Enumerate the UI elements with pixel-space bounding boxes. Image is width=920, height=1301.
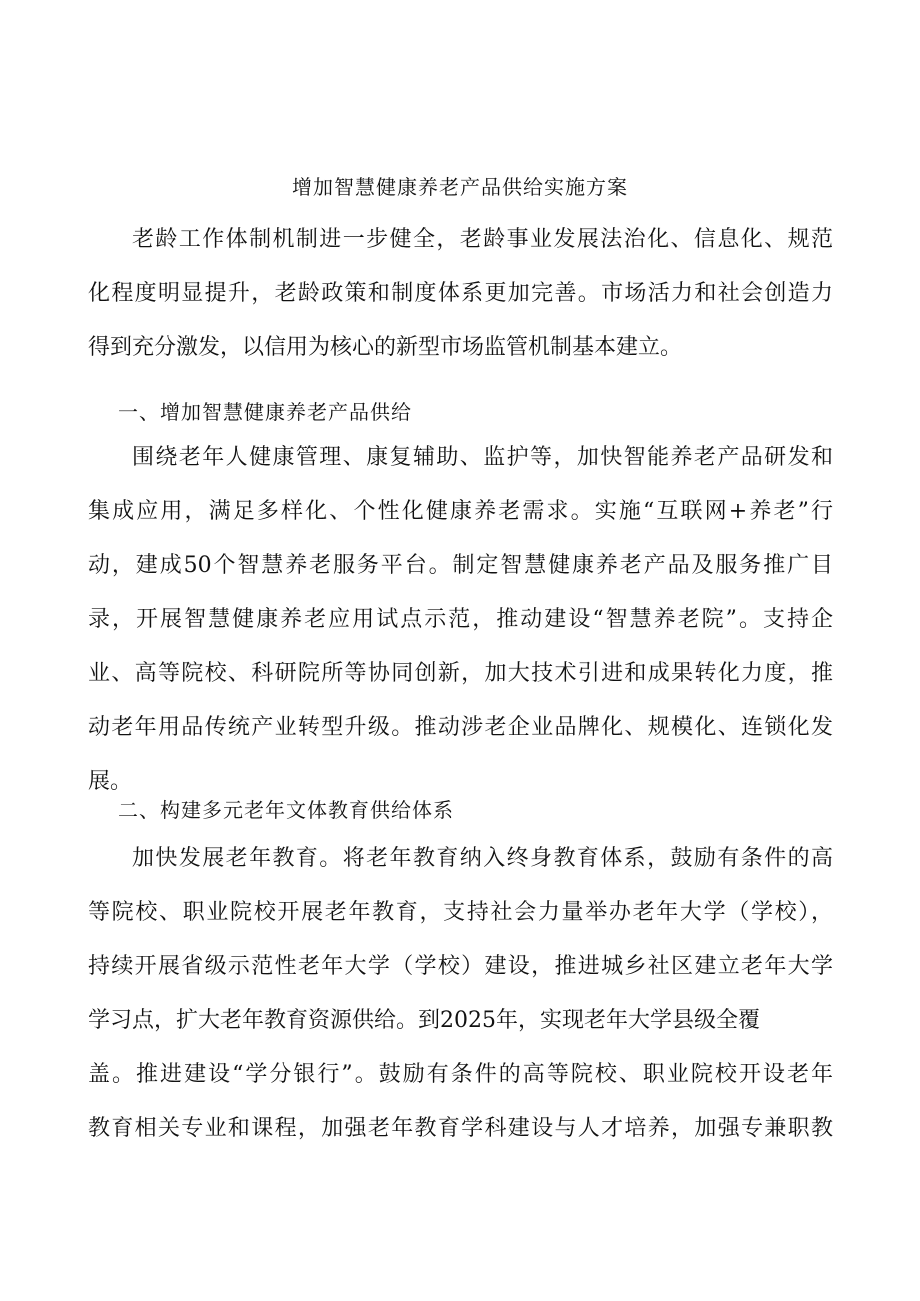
paragraph-line: 动，建成50个智慧养老服务平台。制定智慧健康养老产品及服务推广目: [88, 553, 833, 578]
paragraph-line: 持续开展省级示范性老年大学（学校）建设，推进城乡社区建立老年大学: [88, 954, 833, 979]
paragraph-line: 录，开展智慧健康养老应用试点示范，推动建设“智慧养老院”。支持企: [88, 607, 833, 632]
document-title: 增加智慧健康养老产品供给实施方案: [292, 175, 628, 199]
paragraph-line: 围绕老年人健康管理、康复辅助、监护等，加快智能养老产品研发和: [132, 445, 833, 470]
section-2-paragraph: [88, 832, 833, 1156]
paragraph-line: 得到充分激发，以信用为核心的新型市场监管机制基本建立。: [88, 335, 683, 360]
paragraph-line: 化程度明显提升，老龄政策和制度体系更加完善。市场活力和社会创造力: [88, 281, 833, 306]
paragraph-line: 等院校、职业院校开展老年教育，支持社会力量举办老年大学（学校），: [88, 900, 833, 925]
paragraph-line: 教育相关专业和课程，加强老年教育学科建设与人才培养，加强专兼职教: [88, 1116, 833, 1141]
paragraph-line: 集成应用，满足多样化、个性化健康养老需求。实施“互联网+养老”行: [88, 499, 833, 524]
section-2-heading: 二、构建多元老年文体教育供给体系: [118, 798, 454, 822]
paragraph-line: 老龄工作体制机制进一步健全，老龄事业发展法治化、信息化、规范: [132, 227, 833, 252]
paragraph-line: 动老年用品传统产业转型升级。推动涉老企业品牌化、规模化、连锁化发: [88, 715, 833, 740]
paragraph-line: 业、高等院校、科研院所等协同创新，加大技术引进和成果转化力度，推: [88, 661, 833, 686]
paragraph-line: 展。: [88, 769, 133, 794]
intro-paragraph: [88, 213, 833, 375]
section-1-heading: 一、增加智慧健康养老产品供给: [118, 400, 412, 424]
paragraph-line: 盖。推进建设“学分银行”。鼓励有条件的高等院校、职业院校开设老年: [88, 1062, 833, 1087]
paragraph-line: 学习点，扩大老年教育资源供给。到2025年，实现老年大学县级全覆: [88, 1008, 760, 1033]
paragraph-line: 加快发展老年教育。将老年教育纳入终身教育体系，鼓励有条件的高: [132, 846, 833, 871]
section-1-paragraph: [88, 431, 833, 809]
